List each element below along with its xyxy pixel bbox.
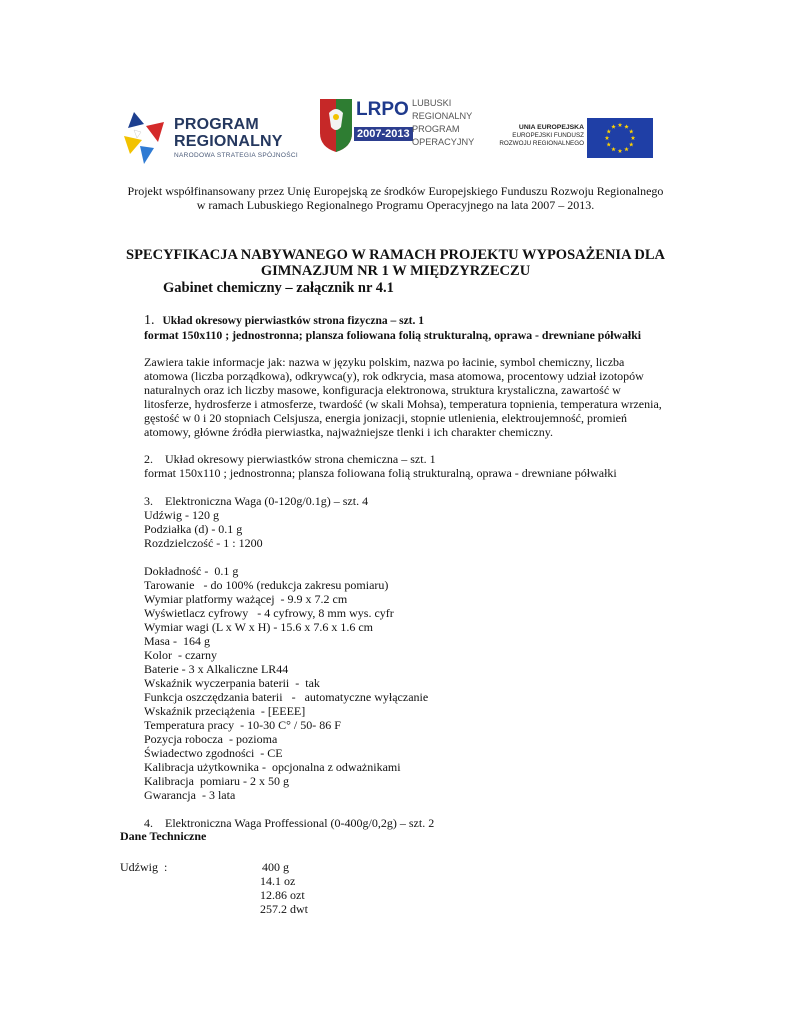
item-2-format: format 150x110 ; jednostronna; plansza foliowana folią strukturalną, oprawa - drewniane półwałki xyxy=(144,466,617,480)
item-3-spec: Baterie - 3 x Alkaliczne LR44 xyxy=(144,662,289,676)
item-4-capacity-label: Udźwig : xyxy=(120,860,168,874)
item-4-section-heading: Dane Techniczne xyxy=(120,829,207,843)
cofinance-line-2: w ramach Lubuskiego Regionalnego Programu Operacyjnego na lata 2007 – 2013. xyxy=(196,198,595,212)
lubuskie-coat-of-arms-icon xyxy=(318,97,354,153)
cofinance-line-1: Projekt współfinansowany przez Unię Europejską ze środków Europejskiego Funduszu Rozwoju Regionalnego xyxy=(127,184,664,198)
program-regionalny-logo xyxy=(120,108,312,166)
lrpo-years: 2007-2013 xyxy=(354,127,413,141)
item-3-spec: Wymiar platformy ważącej - 9.9 x 7.2 cm xyxy=(144,592,348,606)
item-3-spec: Wskaźnik przeciążenia - [EEEE] xyxy=(144,704,306,718)
item-3-spec: Masa - 164 g xyxy=(144,634,210,648)
item-4-title: 4. Elektroniczna Waga Proffessional (0-400g/0,2g) – szt. 2 xyxy=(144,816,435,830)
item-3-title: 3. Elektroniczna Waga (0-120g/0.1g) – szt. 4 xyxy=(144,494,369,508)
item-4-capacity-value: 12.86 ozt xyxy=(260,888,305,902)
item-3-spec: Pozycja robocza - pozioma xyxy=(144,732,278,746)
item-4-capacity-value: 14.1 oz xyxy=(260,874,296,888)
item-4-capacity-value: 257.2 dwt xyxy=(260,902,308,916)
item-1-desc-line: Zawiera takie informacje jak: nazwa w języku polskim, nazwa po łacinie, symbol chemiczny, liczba xyxy=(144,355,625,369)
item-3-spec: Tarowanie - do 100% (redukcja zakresu pomiaru) xyxy=(144,578,389,592)
lrpo-program-name: LUBUSKI REGIONALNY PROGRAM OPERACYJNY xyxy=(412,98,475,147)
item-3-spec: Udźwig - 120 g xyxy=(144,508,219,522)
item-3-spec: Dokładność - 0.1 g xyxy=(144,564,239,578)
item-2-title: 2. Układ okresowy pierwiastków strona chemiczna – szt. 1 xyxy=(144,452,436,466)
page-title-line-1: SPECYFIKACJA NABYWANEGO W RAMACH PROJEKTU WYPOSAŻENIA DLA xyxy=(126,247,665,263)
item-3-spec: Wskaźnik wyczerpania baterii - tak xyxy=(144,676,320,690)
item-3-spec: Rozdzielczość - 1 : 1200 xyxy=(144,536,263,550)
lrpo-logo xyxy=(318,95,478,157)
item-1-desc-line: naturalnych oraz ich liczby masowe, konfiguracja elektronowa, struktura krystaliczna, zawartość w xyxy=(144,383,621,397)
star-logo-icon xyxy=(120,110,168,166)
item-1-desc-line: litosferze, hydrosferze i atmosferze, twardość (w skali Mohsa), temperatura topnienia, temperatura wrzenia, xyxy=(144,397,662,411)
eu-logo xyxy=(480,118,655,160)
item-1-desc-line: gęstość w 0 i 20 stopniach Celsjusza, energia jonizacji, stopnie utlenienia, elektroujemność, promień xyxy=(144,411,627,425)
item-1-format: format 150x110 ; jednostronna; plansza foliowana folią strukturalną, oprawa - drewniane półwałki xyxy=(144,328,642,342)
item-3-spec: Wyświetlacz cyfrowy - 4 cyfrowy, 8 mm wys. cyfr xyxy=(144,606,394,620)
item-1-title: 1. Układ okresowy pierwiastków strona fizyczna – szt. 1 xyxy=(144,313,425,328)
item-3-spec: Kalibracja użytkownika - opcjonalna z odważnikami xyxy=(144,760,401,774)
item-3-spec: Kalibracja pomiaru - 2 x 50 g xyxy=(144,774,289,788)
item-1-desc-line: atomowy, główne źródła pierwiastka, najważniejsze tlenki i ich charakter chemiczny. xyxy=(144,425,553,439)
page-title-line-2: GIMNAZJUM NR 1 W MIĘDZYRZECZU xyxy=(260,263,531,279)
lrpo-abbr: LRPO xyxy=(356,99,409,120)
item-3-spec: Świadectwo zgodności - CE xyxy=(144,746,283,760)
item-4-capacity-value: 400 g xyxy=(262,860,289,874)
item-3-spec: Temperatura pracy - 10-30 C° / 50- 86 F xyxy=(144,718,341,732)
item-3-spec: Podziałka (d) - 0.1 g xyxy=(144,522,243,536)
item-3-spec: Funkcja oszczędzania baterii - automatyczne wyłączanie xyxy=(144,690,429,704)
program-regionalny-subtitle: NARODOWA STRATEGIA SPÓJNOŚCI xyxy=(174,152,298,159)
page-subtitle: Gabinet chemiczny – załącznik nr 4.1 xyxy=(163,280,394,296)
item-3-spec: Kolor - czarny xyxy=(144,648,217,662)
program-regionalny-title: PROGRAM REGIONALNY xyxy=(174,116,283,150)
item-1-desc-line: atomowa (liczba porządkowa), odkrywca(y), rok odkrycia, masa atomowa, procentowy udział izotopów xyxy=(144,369,644,383)
eu-flag-icon xyxy=(587,118,653,158)
item-3-spec: Wymiar wagi (L x W x H) - 15.6 x 7.6 x 1.6 cm xyxy=(144,620,374,634)
eu-fund-text: UNIA EUROPEJSKA EUROPEJSKI FUNDUSZ ROZWOJU REGIONALNEGO xyxy=(499,124,584,147)
item-3-spec: Gwarancja - 3 lata xyxy=(144,788,236,802)
